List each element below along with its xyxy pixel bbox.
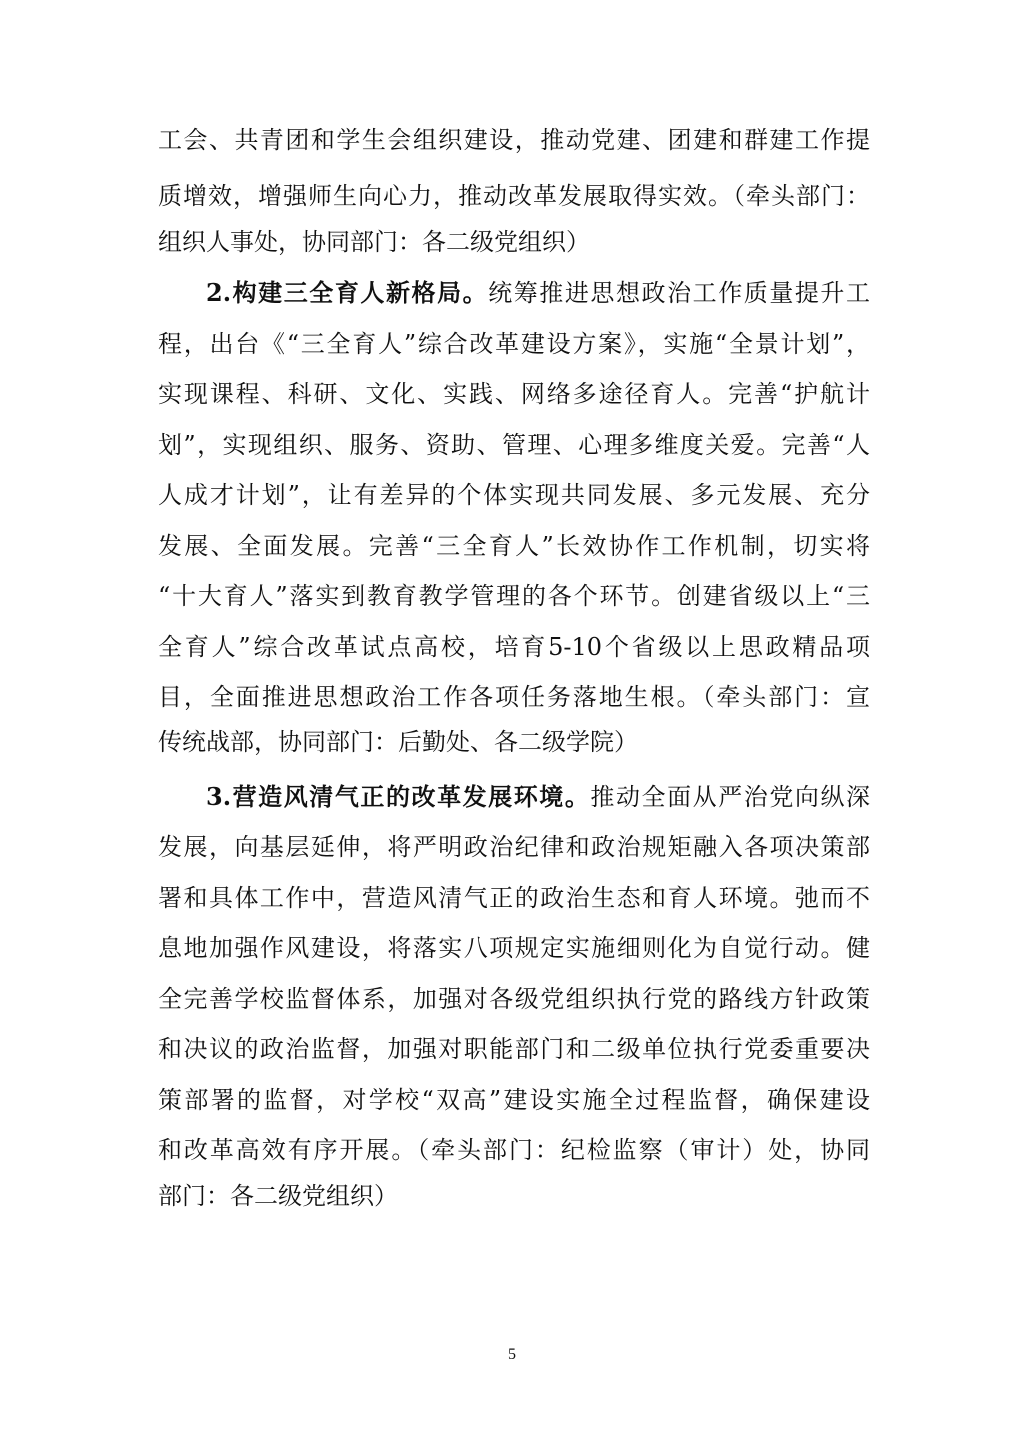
line-text: 全育人”综合改革试点高校，培育5-10个省级以上思政精品项 — [158, 633, 870, 661]
paragraph-1-line-2 — [158, 176, 870, 216]
paragraph-3-line-2 — [158, 827, 870, 867]
line-text: “十大育人”落实到教育教学管理的各个环节。创建省级以上“三 — [158, 582, 870, 610]
paragraph-2-line-3 — [158, 374, 870, 414]
paragraph-1-line-3 — [158, 222, 870, 262]
paragraph-2-line-4 — [158, 425, 870, 465]
line-text: 推动全面从严治党向纵深 — [590, 783, 870, 811]
line-text: 工会、共青团和学生会组织建设，推动党建、团建和群建工作提 — [158, 126, 870, 154]
line-text: 质增效，增强师生向心力，推动改革发展取得实效。（牵头部门： — [158, 182, 870, 210]
line-text: 程，出台《“三全育人”综合改革建设方案》，实施“全景计划”， — [158, 330, 870, 358]
line-text: 部门：各二级党组织） — [158, 1182, 398, 1210]
paragraph-2-line-9 — [158, 677, 870, 717]
paragraph-2-line-2 — [158, 324, 870, 364]
line-text: 策部署的监督，对学校“双高”建设实施全过程监督，确保建设 — [158, 1086, 870, 1114]
line-text: 发展，向基层延伸，将严明政治纪律和政治规矩融入各项决策部 — [158, 833, 870, 861]
section-3-heading: 3.营造风清气正的改革发展环境。 — [206, 782, 591, 811]
line-text: 传统战部，协同部门：后勤处、各二级学院） — [158, 728, 638, 756]
paragraph-3-line-5 — [158, 979, 870, 1019]
line-text: 统筹推进思想政治工作质量提升工 — [488, 279, 870, 307]
line-text: 目，全面推进思想政治工作各项任务落地生根。（牵头部门：宣 — [158, 683, 870, 711]
paragraph-3-line-9 — [158, 1176, 870, 1216]
line-text: 和改革高效有序开展。（牵头部门：纪检监察（审计）处，协同 — [158, 1136, 870, 1164]
paragraph-2-line-8 — [158, 627, 870, 667]
line-text: 和决议的政治监督，加强对职能部门和二级单位执行党委重要决 — [158, 1035, 870, 1063]
line-text: 息地加强作风建设，将落实八项规定实施细则化为自觉行动。健 — [158, 934, 870, 962]
line-text: 组织人事处，协同部门：各二级党组织） — [158, 228, 590, 256]
paragraph-3-line-1 — [206, 777, 870, 817]
paragraph-3-line-7 — [158, 1080, 870, 1120]
section-2-heading: 2.构建三全育人新格局。 — [206, 278, 489, 307]
paragraph-2-line-5 — [158, 475, 870, 515]
paragraph-3-line-8 — [158, 1130, 870, 1170]
paragraph-2-line-7 — [158, 576, 870, 616]
line-text: 署和具体工作中，营造风清气正的政治生态和育人环境。弛而不 — [158, 884, 870, 912]
paragraph-3-line-6 — [158, 1029, 870, 1069]
page-number: 5 — [508, 1346, 516, 1363]
line-text: 划”，实现组织、服务、资助、管理、心理多维度关爱。完善“人 — [158, 431, 870, 459]
paragraph-2-line-1 — [206, 273, 870, 313]
paragraph-1-line-1 — [158, 120, 870, 160]
paragraph-3-line-4 — [158, 928, 870, 968]
line-text: 实现课程、科研、文化、实践、网络多途径育人。完善“护航计 — [158, 380, 870, 408]
paragraph-2-line-10 — [158, 722, 870, 762]
line-text: 人成才计划”，让有差异的个体实现共同发展、多元发展、充分 — [158, 481, 870, 509]
paragraph-2-line-6 — [158, 526, 870, 566]
line-text: 发展、全面发展。完善“三全育人”长效协作工作机制，切实将 — [158, 532, 870, 560]
paragraph-3-line-3 — [158, 878, 870, 918]
line-text: 全完善学校监督体系，加强对各级党组织执行党的路线方针政策 — [158, 985, 870, 1013]
